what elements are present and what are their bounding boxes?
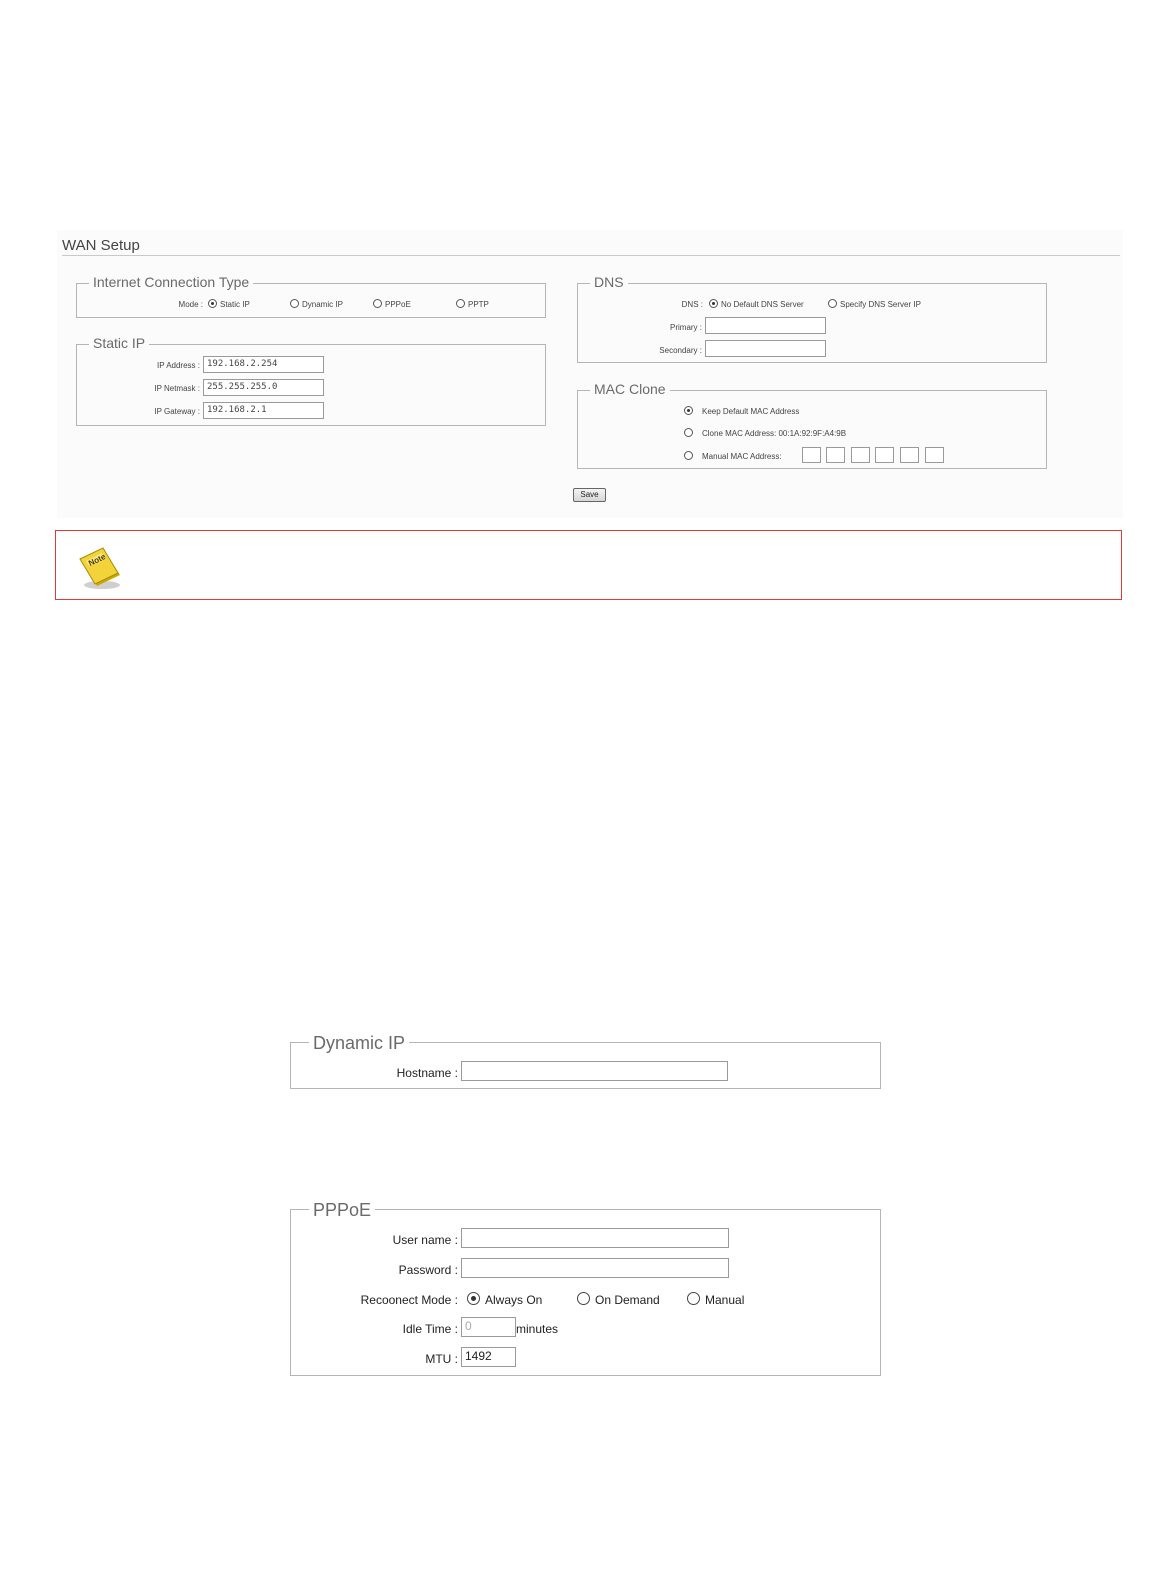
ip-address-input[interactable]: 192.168.2.254 xyxy=(203,356,324,373)
mac-octet-4-input[interactable] xyxy=(875,447,894,463)
mac-clone-legend: MAC Clone xyxy=(590,381,670,397)
mode-static-ip-label: Static IP xyxy=(220,300,250,309)
mode-pppoe-radio[interactable] xyxy=(373,299,382,308)
mode-dynamic-ip-radio[interactable] xyxy=(290,299,299,308)
mac-manual-label: Manual MAC Address: xyxy=(702,452,782,461)
wan-setup-title: WAN Setup xyxy=(62,237,140,254)
save-button[interactable]: Save xyxy=(573,488,606,502)
ip-netmask-input[interactable]: 255.255.255.0 xyxy=(203,379,324,396)
pppoe-username-label: User name : xyxy=(392,1233,458,1247)
reconnect-always-on-radio[interactable] xyxy=(467,1292,480,1305)
pppoe-password-label: Password : xyxy=(398,1263,458,1277)
ip-address-label: IP Address : xyxy=(157,361,200,370)
pppoe-legend: PPPoE xyxy=(309,1200,375,1220)
mac-keep-default-label: Keep Default MAC Address xyxy=(702,407,800,416)
mode-pppoe-label: PPPoE xyxy=(385,300,411,309)
dns-no-default-radio[interactable] xyxy=(709,299,718,308)
note-icon-text: Note xyxy=(87,552,108,568)
pppoe-password-input[interactable] xyxy=(461,1258,729,1278)
mode-pptp-radio[interactable] xyxy=(456,299,465,308)
mac-clone-radio[interactable] xyxy=(684,428,693,437)
reconnect-mode-label: Recoonect Mode : xyxy=(360,1293,458,1307)
idle-time-label: Idle Time : xyxy=(402,1322,458,1336)
mtu-input[interactable]: 1492 xyxy=(461,1347,516,1367)
dns-label: DNS : xyxy=(681,300,703,309)
mode-label: Mode : xyxy=(178,300,203,309)
reconnect-on-demand-label: On Demand xyxy=(595,1293,660,1307)
dns-specify-label: Specify DNS Server IP xyxy=(840,300,921,309)
hostname-label: Hostname : xyxy=(396,1066,458,1080)
dns-secondary-label: Secondary : xyxy=(659,346,702,355)
ip-gateway-label: IP Gateway : xyxy=(154,407,200,416)
dns-specify-radio[interactable] xyxy=(828,299,837,308)
mode-static-ip-radio[interactable] xyxy=(208,299,217,308)
dns-primary-input[interactable] xyxy=(705,317,826,334)
reconnect-manual-label: Manual xyxy=(705,1293,745,1307)
mac-clone-label: Clone MAC Address: 00:1A:92:9F:A4:9B xyxy=(702,429,847,438)
mac-octet-3-input[interactable] xyxy=(851,447,870,463)
mode-dynamic-ip-label: Dynamic IP xyxy=(302,300,343,309)
ip-netmask-label: IP Netmask : xyxy=(154,384,200,393)
reconnect-on-demand-radio[interactable] xyxy=(577,1292,590,1305)
note-icon xyxy=(78,545,124,591)
mac-octet-5-input[interactable] xyxy=(900,447,919,463)
dns-no-default-label: No Default DNS Server xyxy=(721,300,804,309)
static-ip-legend: Static IP xyxy=(89,335,149,351)
mac-octet-6-input[interactable] xyxy=(925,447,944,463)
mac-octet-1-input[interactable] xyxy=(802,447,821,463)
mac-octet-2-input[interactable] xyxy=(826,447,845,463)
mac-keep-default-radio[interactable] xyxy=(684,406,693,415)
dns-secondary-input[interactable] xyxy=(705,340,826,357)
dns-primary-label: Primary : xyxy=(670,323,702,332)
internet-connection-type-legend: Internet Connection Type xyxy=(89,274,253,290)
dns-legend: DNS xyxy=(590,274,628,290)
idle-time-input[interactable]: 0 xyxy=(461,1317,516,1337)
pppoe-username-input[interactable] xyxy=(461,1228,729,1248)
mac-manual-radio[interactable] xyxy=(684,451,693,460)
ip-gateway-input[interactable]: 192.168.2.1 xyxy=(203,402,324,419)
idle-time-unit: minutes xyxy=(516,1322,559,1336)
reconnect-manual-radio[interactable] xyxy=(687,1292,700,1305)
mtu-label: MTU : xyxy=(425,1352,458,1366)
wan-setup-divider xyxy=(62,255,1120,256)
dynamic-ip-legend: Dynamic IP xyxy=(309,1033,409,1053)
reconnect-always-on-label: Always On xyxy=(485,1293,543,1307)
hostname-input[interactable] xyxy=(461,1061,728,1081)
note-frame xyxy=(55,530,1122,600)
mode-pptp-label: PPTP xyxy=(468,300,489,309)
